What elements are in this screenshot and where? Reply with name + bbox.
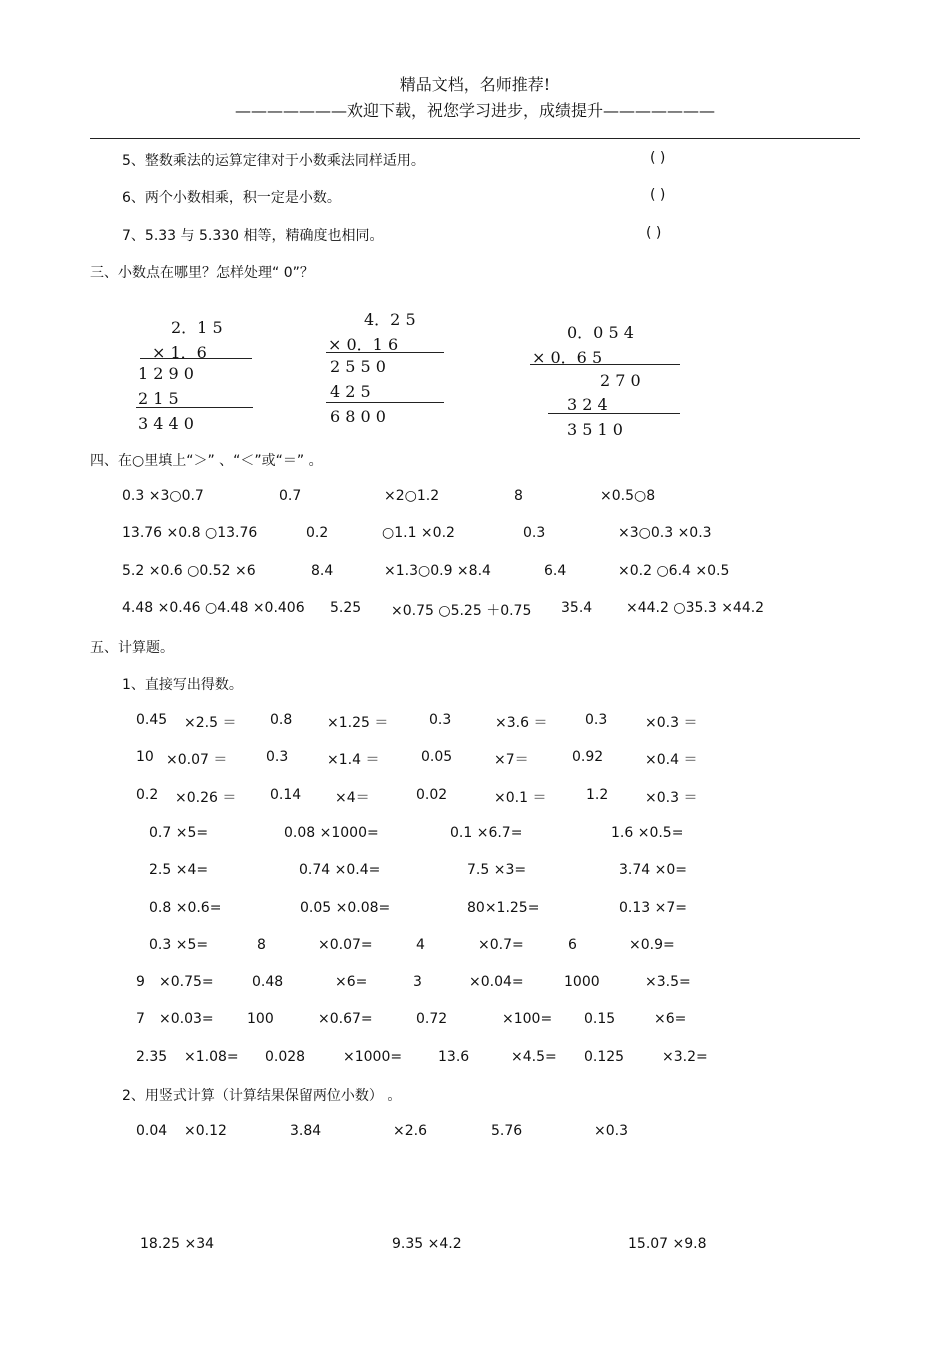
calc-cell[interactable]: ×0.9=: [629, 937, 675, 953]
judge-paren-6[interactable]: ( ): [650, 187, 666, 203]
compare-cell[interactable]: 4.48 ×0.46 ○4.48 ×0.406: [122, 600, 305, 616]
compare-cell: 8.4: [311, 563, 334, 579]
calc-cell: 0.2: [136, 787, 159, 803]
calc-cell: 0.14: [270, 787, 302, 803]
compare-cell[interactable]: ×1.3○0.9 ×8.4: [384, 563, 491, 579]
section-5-sub1: 1、直接写出得数。: [122, 677, 243, 693]
calc-cell[interactable]: ×0.26 ＝: [175, 790, 237, 806]
vm3-row1: 0．0 5 4: [567, 323, 634, 342]
calc-cell[interactable]: ×4＝: [335, 790, 370, 806]
vertical-calc-cell: 0.04: [136, 1123, 168, 1139]
calc-cell: 10: [136, 749, 154, 765]
header-subtitle: ———————欢迎下载，祝您学习进步，成绩提升———————: [234, 101, 715, 120]
calc-cell[interactable]: ×0.1 ＝: [494, 790, 547, 806]
compare-cell[interactable]: ×2○1.2: [384, 488, 440, 504]
vertical-calc-cell[interactable]: 15.07 ×9.8: [628, 1236, 707, 1252]
calc-cell[interactable]: ×0.3 ＝: [645, 790, 698, 806]
compare-cell[interactable]: ×0.5○8: [600, 488, 656, 504]
calc-cell: 9: [136, 974, 145, 990]
vm2-line1: [326, 352, 444, 353]
compare-cell: 35.4: [561, 600, 593, 616]
calc-cell[interactable]: 0.3 ×5=: [149, 937, 209, 953]
vm2-row5: 6 8 0 0: [330, 407, 386, 426]
calc-cell[interactable]: 3.74 ×0=: [619, 862, 687, 878]
calc-cell[interactable]: 0.7 ×5=: [149, 825, 209, 841]
calc-cell[interactable]: ×1000=: [343, 1049, 403, 1065]
compare-cell[interactable]: ○1.1 ×0.2: [382, 525, 455, 541]
calc-cell: 100: [247, 1011, 274, 1027]
calc-cell[interactable]: ×100=: [502, 1011, 553, 1027]
calc-cell[interactable]: 80×1.25=: [467, 900, 540, 916]
calc-cell: 4: [416, 937, 425, 953]
calc-cell[interactable]: 0.74 ×0.4=: [299, 862, 381, 878]
calc-cell[interactable]: ×1.08=: [184, 1049, 239, 1065]
calc-cell: 0.15: [584, 1011, 616, 1027]
calc-cell: 0.8: [270, 712, 293, 728]
vm2-row3: 2 5 5 0: [330, 357, 386, 376]
compare-cell[interactable]: ×0.2 ○6.4 ×0.5: [618, 563, 730, 579]
compare-cell[interactable]: ×44.2 ○35.3 ×44.2: [626, 600, 765, 616]
compare-cell: 0.2: [306, 525, 329, 541]
calc-cell[interactable]: ×0.4 ＝: [645, 752, 698, 768]
compare-cell: 0.3: [523, 525, 546, 541]
compare-cell[interactable]: ×3○0.3 ×0.3: [618, 525, 712, 541]
vm3-row3: 2 7 0: [600, 371, 641, 390]
calc-cell: 1000: [564, 974, 600, 990]
calc-cell: 1.2: [586, 787, 609, 803]
compare-cell[interactable]: 0.3 ×3○0.7: [122, 488, 204, 504]
calc-cell: 6: [568, 937, 577, 953]
calc-cell: 8: [257, 937, 266, 953]
calc-cell[interactable]: ×0.07 ＝: [166, 752, 228, 768]
calc-cell[interactable]: ×0.04=: [469, 974, 524, 990]
judge-item-5: 5、整数乘法的运算定律对于小数乘法同样适用。: [122, 153, 425, 169]
calc-cell[interactable]: ×6=: [654, 1011, 687, 1027]
calc-cell: 0.05: [421, 749, 453, 765]
calc-cell[interactable]: 0.13 ×7=: [619, 900, 687, 916]
vertical-mult-1: [136, 315, 256, 440]
vm3-line1: [530, 364, 680, 365]
section-5-sub2: 2、用竖式计算（计算结果保留两位小数） 。: [122, 1088, 402, 1104]
vm1-line1: [140, 358, 252, 359]
calc-cell: 0.3: [585, 712, 608, 728]
calc-cell[interactable]: ×0.7=: [478, 937, 524, 953]
vertical-mult-3: [530, 320, 690, 445]
vertical-calc-cell: 5.76: [491, 1123, 523, 1139]
calc-cell: 2.35: [136, 1049, 168, 1065]
compare-cell: 0.7: [279, 488, 302, 504]
judge-item-7: 7、5.33 与 5.330 相等，精确度也相同。: [122, 228, 384, 244]
vm1-row5: 3 4 4 0: [138, 414, 194, 433]
calc-cell[interactable]: ×0.03=: [159, 1011, 214, 1027]
compare-cell: 6.4: [544, 563, 567, 579]
section-5-title: 五、计算题。: [90, 640, 174, 656]
calc-cell[interactable]: ×3.2=: [662, 1049, 708, 1065]
judge-paren-7[interactable]: ( ): [646, 225, 662, 241]
compare-cell[interactable]: 13.76 ×0.8 ○13.76: [122, 525, 258, 541]
calc-cell: 0.3: [429, 712, 452, 728]
calc-cell: 0.028: [265, 1049, 306, 1065]
vm1-row4: 2 1 5: [138, 389, 179, 408]
vertical-calc-cell[interactable]: ×0.3: [594, 1123, 628, 1139]
vm2-row4: 4 2 5: [330, 382, 371, 401]
calc-cell[interactable]: ×3.6 ＝: [495, 715, 548, 731]
calc-cell[interactable]: ×0.07=: [318, 937, 373, 953]
calc-cell[interactable]: ×6=: [335, 974, 368, 990]
vertical-calc-cell[interactable]: ×2.6: [393, 1123, 427, 1139]
calc-cell: 7: [136, 1011, 145, 1027]
vm1-row1: 2．1 5: [171, 318, 223, 337]
calc-cell[interactable]: 1.6 ×0.5=: [611, 825, 684, 841]
calc-cell: 0.48: [252, 974, 284, 990]
vm1-row3: 1 2 9 0: [138, 364, 194, 383]
compare-cell[interactable]: 5.2 ×0.6 ○0.52 ×6: [122, 563, 256, 579]
calc-cell[interactable]: 2.5 ×4=: [149, 862, 209, 878]
section-3-title: 三、小数点在哪里？怎样处理“ 0”？: [90, 265, 314, 281]
compare-cell: 5.25: [330, 600, 362, 616]
vertical-calc-cell[interactable]: 9.35 ×4.2: [392, 1236, 462, 1252]
header-divider: [90, 138, 860, 139]
vertical-mult-2: [328, 307, 448, 432]
vm1-line2: [136, 407, 253, 408]
calc-cell[interactable]: 0.8 ×0.6=: [149, 900, 222, 916]
calc-cell: 0.72: [416, 1011, 448, 1027]
calc-cell[interactable]: 0.08 ×1000=: [284, 825, 379, 841]
compare-cell: 8: [514, 488, 523, 504]
compare-cell[interactable]: ×0.75 ○5.25 ＋0.75: [391, 603, 532, 619]
calc-cell[interactable]: ×0.67=: [318, 1011, 373, 1027]
judge-item-6: 6、两个小数相乘，积一定是小数。: [122, 190, 341, 206]
calc-cell[interactable]: ×0.3 ＝: [645, 715, 698, 731]
calc-cell: 0.3: [266, 749, 289, 765]
vm3-line2: [548, 413, 680, 414]
vertical-calc-cell: 3.84: [290, 1123, 322, 1139]
calc-cell: 0.02: [416, 787, 448, 803]
calc-cell[interactable]: ×4.5=: [511, 1049, 557, 1065]
vm3-row5: 3 5 1 0: [567, 420, 623, 439]
vm3-row2: × 0．6 5: [532, 348, 603, 367]
calc-cell[interactable]: ×0.75=: [159, 974, 214, 990]
vertical-calc-cell[interactable]: 18.25 ×34: [140, 1236, 215, 1252]
calc-cell[interactable]: ×2.5 ＝: [184, 715, 237, 731]
section-4-title: 四、在○里填上“＞” 、“＜”或“＝” 。: [90, 453, 323, 469]
header-title: 精品文档，名师推荐!: [399, 75, 551, 94]
vm3-row4: 3 2 4: [567, 395, 608, 414]
calc-cell[interactable]: ×1.25 ＝: [327, 715, 389, 731]
calc-cell[interactable]: ×1.4 ＝: [327, 752, 380, 768]
calc-cell: 0.92: [572, 749, 604, 765]
vm2-line2: [326, 402, 444, 403]
calc-cell: 0.125: [584, 1049, 625, 1065]
judge-paren-5[interactable]: ( ): [650, 150, 666, 166]
vm2-row2: × 0．1 6: [328, 335, 399, 354]
vm2-row1: 4．2 5: [364, 310, 416, 329]
calc-cell[interactable]: ×3.5=: [645, 974, 691, 990]
calc-cell: 13.6: [438, 1049, 470, 1065]
vm1-row2: × 1．6: [152, 343, 207, 362]
vertical-calc-cell[interactable]: ×0.12: [184, 1123, 227, 1139]
calc-cell[interactable]: ×7＝: [494, 752, 529, 768]
calc-cell: 0.45: [136, 712, 168, 728]
calc-cell[interactable]: 7.5 ×3=: [467, 862, 527, 878]
calc-cell: 3: [413, 974, 422, 990]
calc-cell[interactable]: 0.05 ×0.08=: [300, 900, 391, 916]
calc-cell[interactable]: 0.1 ×6.7=: [450, 825, 523, 841]
